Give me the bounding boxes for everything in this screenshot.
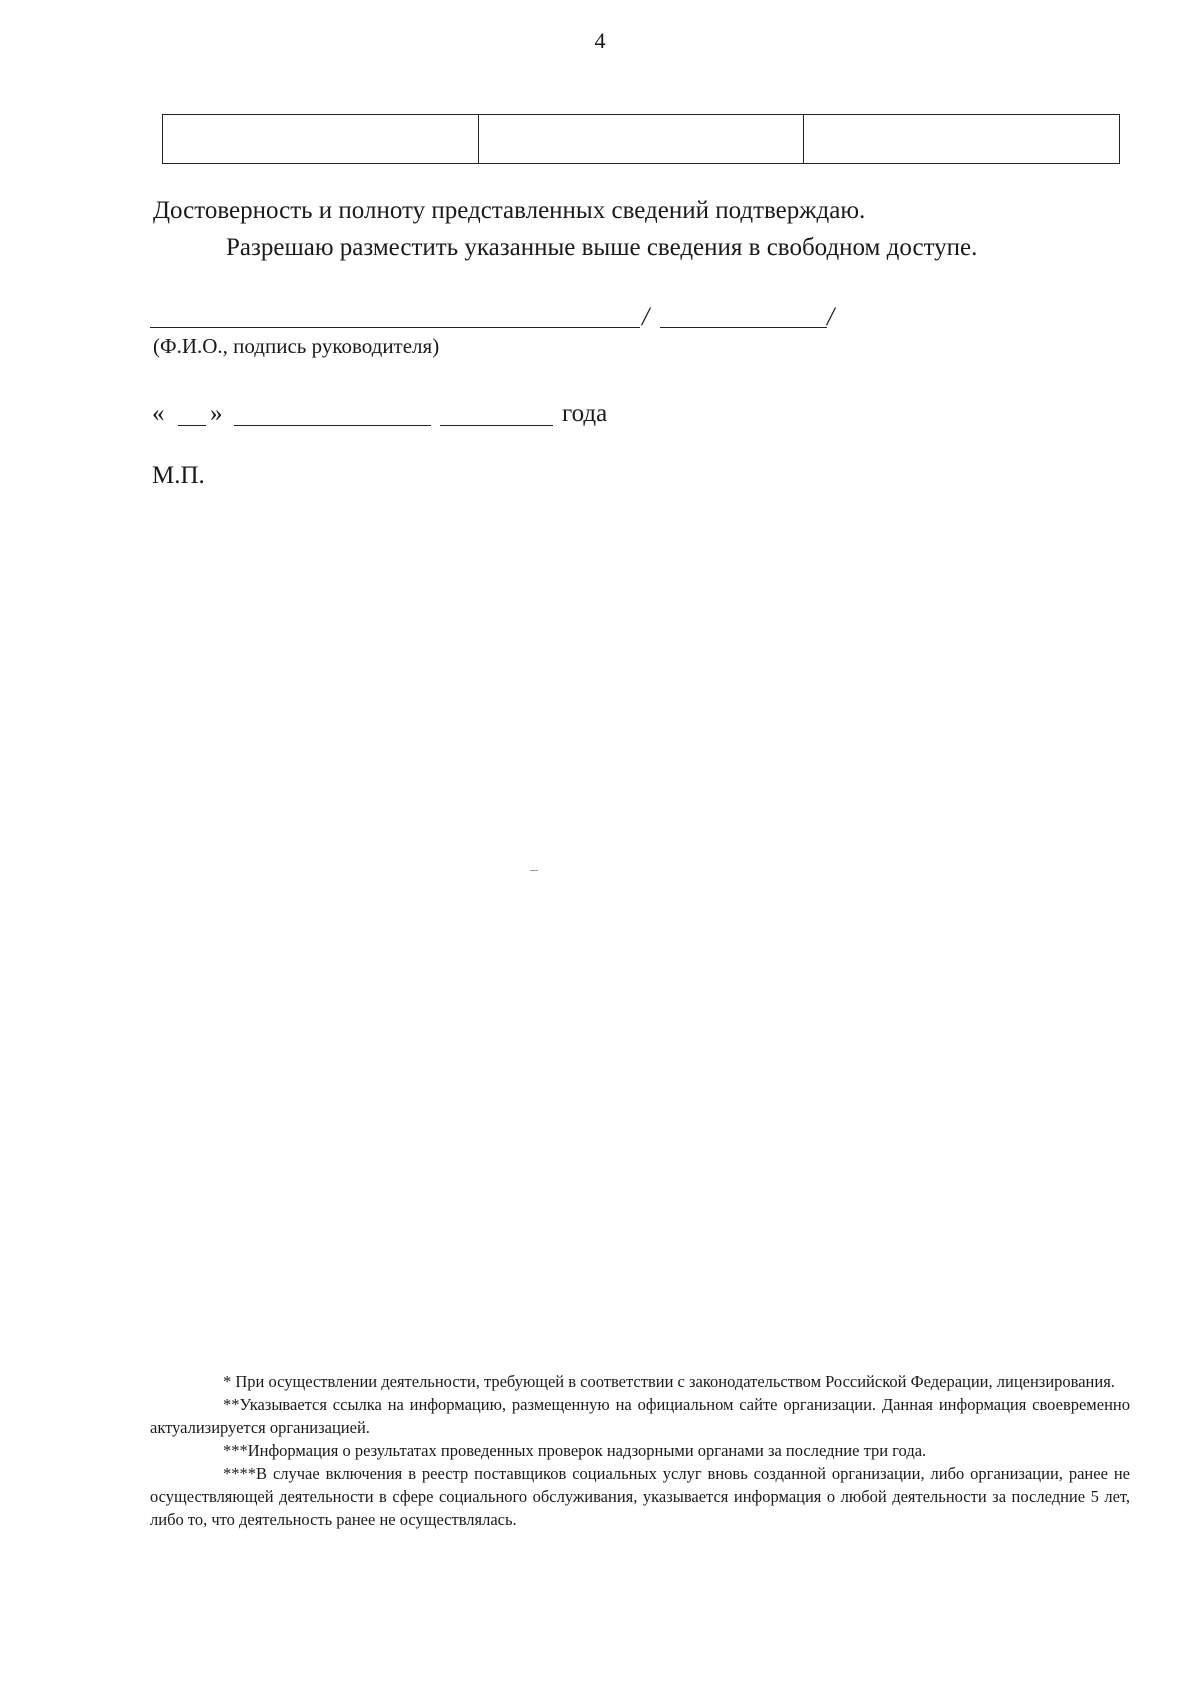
table-cell [163,115,479,164]
open-quote: « [152,400,165,427]
date-line [150,394,670,426]
footnote: * При осуществлении деятельности, требующей в соответствии с законодательством Российской Федерации, лицензирования. [223,1372,1115,1391]
month-blank [234,424,431,426]
footnote: ****В случае включения в реестр поставщиков социальных услуг вновь созданной организации, либо организации, ранее не осуществляющей деятельности в сфере социального обслуживания, указывается информация о любой деятельности за последние 5 лет, либо то, что деятельность ранее не осуществлялась. [150,1464,1130,1529]
footnotes [150,1370,1130,1531]
publication-permission: Разрешаю разместить указанные выше сведения в свободном доступе. [226,234,978,261]
signature-caption: (Ф.И.О., подпись руководителя) [153,334,440,358]
year-word: года [562,400,608,427]
name-blank [150,326,640,328]
signature-line [150,296,850,331]
day-blank [178,424,206,426]
table-cell [804,115,1120,164]
footnote: ***Информация о результатах проведенных проверок надзорными органами за последние три года. [223,1441,927,1460]
footnote: **Указывается ссылка на информацию, размещенную на официальном сайте организации. Данная информация своевременно актуализируется организацией. [150,1395,1130,1437]
table-cell [479,115,804,164]
slash-separator: / [827,302,835,331]
page-number: 4 [594,28,606,53]
slash-separator: / [642,302,650,331]
empty-table [162,114,1120,164]
scan-mark [530,870,538,871]
year-blank [440,424,553,426]
table-row [163,115,1120,164]
close-quote: » [210,400,223,427]
confirmation-statement: Достоверность и полноту представленных сведений подтверждаю. [153,197,866,224]
signature-blank [660,326,827,328]
stamp-place: М.П. [152,462,205,489]
